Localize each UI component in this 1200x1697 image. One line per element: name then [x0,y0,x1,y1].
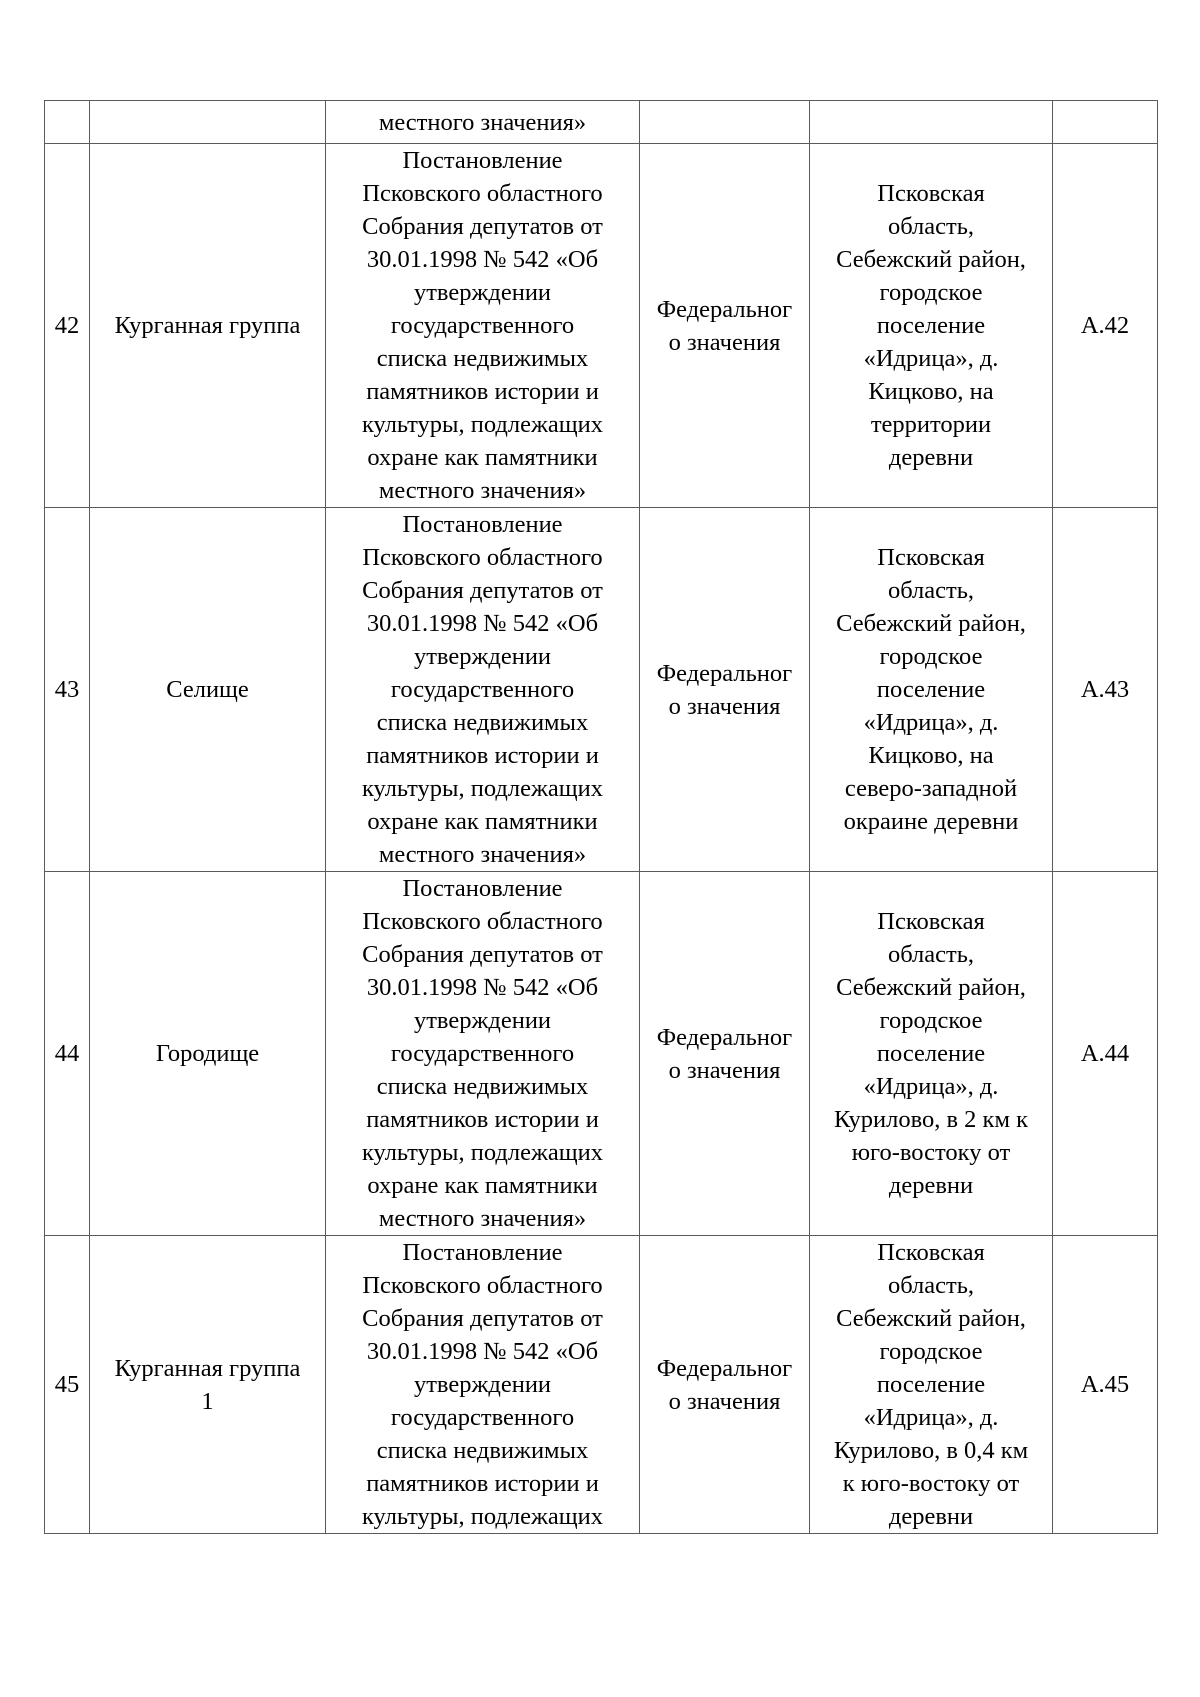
cell-line: Псковская [877,180,985,207]
cell-line: списка недвижимых [376,1437,589,1464]
cell-line: деревни [888,444,974,471]
cell-line: окраине деревни [843,808,1019,835]
cell-line: утверждении [413,279,552,306]
cell-line: Федеральног [656,295,793,323]
cell-line: Курганная группа [114,312,301,339]
cell-code: А.45 [1053,1236,1158,1534]
heritage-objects-table [44,100,1158,1534]
cell-line: памятников истории и [366,378,599,405]
cell-code: А.44 [1053,872,1158,1236]
cell-line: охране как памятники [367,1172,598,1199]
cell-line: городское [879,279,983,306]
cell-line: списка недвижимых [376,1073,589,1100]
cell-line: местного значения» [378,1205,587,1232]
cell-line: Курганная группа [114,1354,301,1382]
cell-line: Собрания депутатов от [362,213,603,240]
cell-line: Кицково, на [868,378,994,405]
cell-number: 44 [45,872,90,1236]
cell-line: о значения [668,692,781,720]
cell-line: местного значения» [378,841,587,868]
cell-line: 30.01.1998 № 542 «Об [366,974,599,1001]
cell-code: А.43 [1053,508,1158,872]
table-row [45,508,1158,872]
cell-line: Псковского областного [362,908,603,935]
table-body [45,101,1158,1534]
cell-line: о значения [668,1056,781,1084]
cell-location [810,872,1053,1236]
cell-line: «Идрица», д. [863,1404,999,1431]
cell-line: Постановление [402,147,563,174]
cell-line: о значения [668,328,781,356]
cell-line: охране как памятники [367,808,598,835]
cell-line: 30.01.1998 № 542 «Об [366,1338,599,1365]
cell-line: списка недвижимых [376,709,589,736]
cell-line: Федеральног [656,659,793,687]
cell-line: Себежский район, [836,1305,1026,1332]
cell-line: Собрания депутатов от [362,577,603,604]
cell-line: памятников истории и [366,1106,599,1133]
cell-line: о значения [668,1387,781,1415]
cell-line: культуры, подлежащих [361,775,604,802]
cell-number: 43 [45,508,90,872]
cell-line: 30.01.1998 № 542 «Об [366,246,599,273]
cell-line: Курилово, в 0,4 км [833,1437,1029,1464]
cell-object-name [90,872,326,1236]
cell-document [326,872,640,1236]
cell-line: «Идрица», д. [863,1073,999,1100]
cell-line: Псковская [877,544,985,571]
cell-line: «Идрица», д. [863,345,999,372]
cell-number: 42 [45,144,90,508]
table-row [45,144,1158,508]
cell-location [810,508,1053,872]
cell-line: Постановление [402,875,563,902]
cell-line: утверждении [413,643,552,670]
cell-code [1053,101,1158,144]
cell-line: Курилово, в 2 км к [834,1106,1028,1133]
cell-document [326,1236,640,1534]
cell-line: местного значения» [378,108,587,136]
cell-line: «Идрица», д. [863,709,999,736]
cell-category [640,144,810,508]
cell-line: Собрания депутатов от [362,941,603,968]
cell-object-name [90,1236,326,1534]
cell-line: поселение [876,312,986,339]
cell-line: поселение [876,1040,986,1067]
cell-line: Селище [166,676,249,703]
cell-line: Городище [155,1040,260,1067]
cell-line: Федеральног [656,1354,793,1382]
cell-line: местного значения» [378,477,587,504]
cell-line: 30.01.1998 № 542 «Об [366,610,599,637]
cell-line: Псковского областного [362,544,603,571]
cell-location [810,101,1053,144]
cell-line: деревни [888,1172,974,1199]
cell-line: Федеральног [656,1023,793,1051]
cell-category [640,1236,810,1534]
cell-category [640,508,810,872]
cell-line: списка недвижимых [376,345,589,372]
cell-line: область, [887,1272,975,1299]
cell-line: область, [887,577,975,604]
cell-line: культуры, подлежащих [361,411,604,438]
cell-line: поселение [876,676,986,703]
table-row [45,1236,1158,1534]
cell-line: государственного [390,1404,575,1431]
cell-number: 45 [45,1236,90,1534]
cell-line: северо-западной [844,775,1018,802]
cell-line: государственного [390,312,575,339]
cell-line: область, [887,941,975,968]
cell-line: городское [879,1338,983,1365]
cell-line: Псковская [877,1239,985,1266]
cell-line: территории [870,411,992,438]
cell-object-name [90,144,326,508]
cell-line: Псковского областного [362,1272,603,1299]
cell-line: Себежский район, [836,246,1026,273]
cell-object-name [90,508,326,872]
cell-line: Псковская [877,908,985,935]
cell-line: городское [879,1007,983,1034]
cell-line: государственного [390,1040,575,1067]
cell-line: утверждении [413,1371,552,1398]
cell-line: памятников истории и [366,742,599,769]
cell-line: Кицково, на [868,742,994,769]
cell-line: к юго-востоку от [842,1470,1020,1497]
cell-line: юго-востоку от [851,1139,1011,1166]
cell-code: А.42 [1053,144,1158,508]
cell-line: область, [887,213,975,240]
cell-line: утверждении [413,1007,552,1034]
cell-document [326,508,640,872]
cell-line: культуры, подлежащих [361,1503,604,1530]
cell-location [810,1236,1053,1534]
cell-line: Постановление [402,1239,563,1266]
continuation-row [45,101,1158,144]
cell-category [640,872,810,1236]
cell-line: городское [879,643,983,670]
cell-line: 1 [201,1387,214,1415]
cell-line: поселение [876,1371,986,1398]
cell-line: Собрания депутатов от [362,1305,603,1332]
cell-line: Постановление [402,511,563,538]
cell-line: культуры, подлежащих [361,1139,604,1166]
cell-line: Себежский район, [836,610,1026,637]
cell-line: памятников истории и [366,1470,599,1497]
cell-location [810,144,1053,508]
cell-line: государственного [390,676,575,703]
cell-category [640,101,810,144]
cell-line: охране как памятники [367,444,598,471]
table-row [45,872,1158,1236]
cell-document [326,101,640,144]
cell-line: Себежский район, [836,974,1026,1001]
cell-line: деревни [888,1503,974,1530]
cell-document [326,144,640,508]
cell-object-name [90,101,326,144]
cell-number [45,101,90,144]
cell-line: Псковского областного [362,180,603,207]
